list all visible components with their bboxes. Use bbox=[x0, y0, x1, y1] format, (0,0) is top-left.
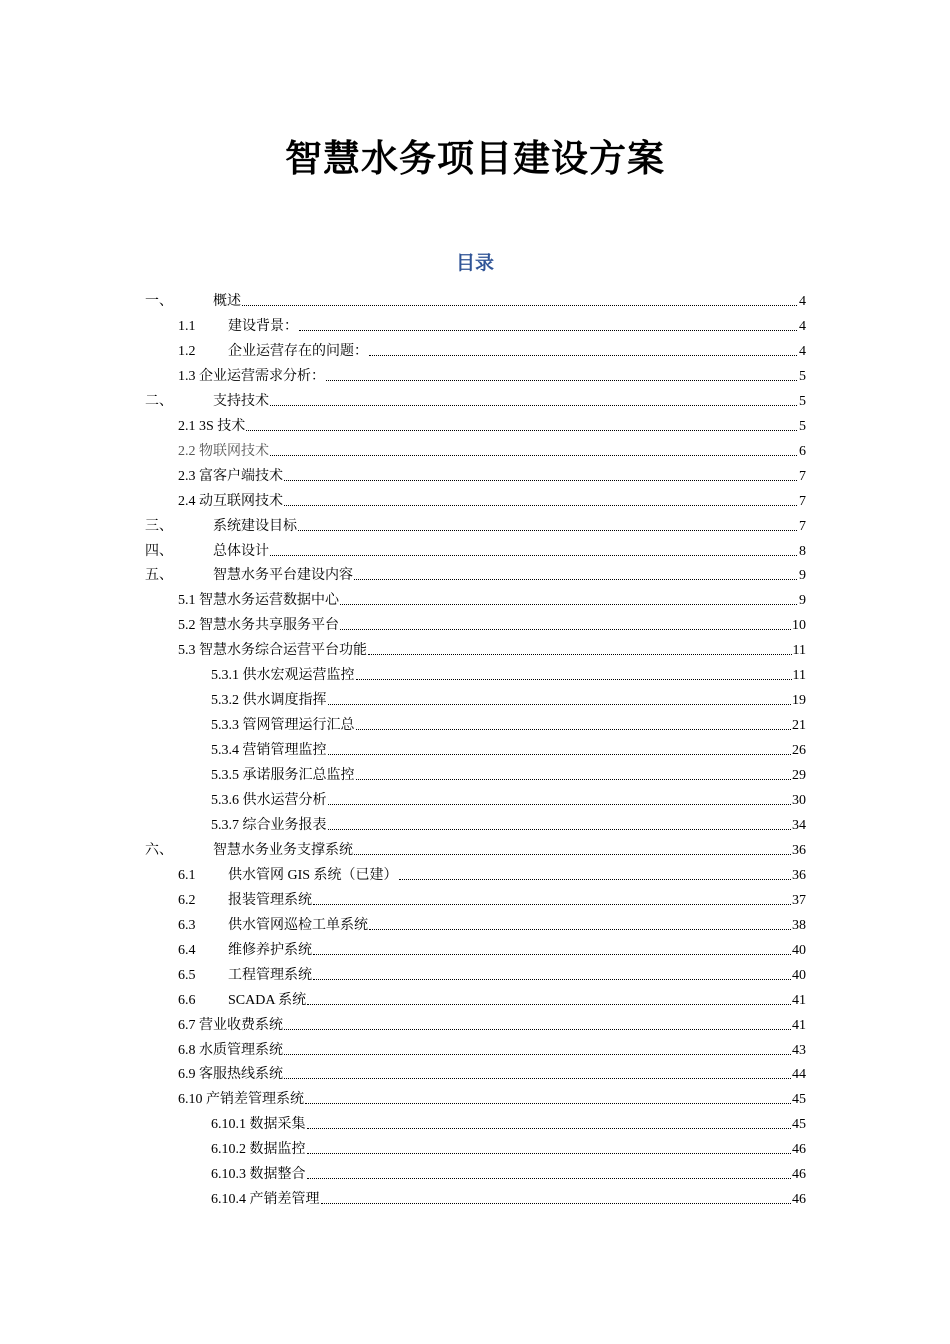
toc-entry[interactable] bbox=[211, 664, 806, 688]
toc-dot-leader bbox=[340, 628, 791, 630]
toc-entry[interactable] bbox=[145, 564, 806, 588]
toc-entry-title: 6.8 水质管理系统 bbox=[178, 1042, 283, 1058]
toc-entry-title: 5.3.3 管网管理运行汇总 bbox=[211, 718, 355, 734]
toc-entry-title: 5.3.5 承诺服务汇总监控 bbox=[211, 768, 355, 784]
toc-entry-title: 智慧水务业务支撑系统 bbox=[213, 842, 353, 858]
toc-entry[interactable] bbox=[178, 490, 806, 514]
toc-page-number: 41 bbox=[792, 1017, 806, 1033]
toc-dot-leader bbox=[340, 603, 797, 605]
toc-entry[interactable] bbox=[178, 440, 806, 464]
toc-page-number: 19 bbox=[792, 693, 806, 709]
toc-page-number: 9 bbox=[799, 593, 806, 609]
toc-page-number: 46 bbox=[792, 1192, 806, 1208]
toc-dot-leader bbox=[328, 753, 792, 755]
toc-dot-leader bbox=[399, 878, 791, 880]
toc-page-number: 26 bbox=[792, 743, 806, 759]
toc-entry-number: 6.6 bbox=[178, 992, 196, 1008]
toc-entry-title: 报装管理系统 bbox=[228, 892, 312, 908]
toc-page-number: 29 bbox=[792, 768, 806, 784]
toc-page-number: 38 bbox=[792, 917, 806, 933]
toc-dot-leader bbox=[270, 454, 797, 456]
toc-entry[interactable] bbox=[178, 1039, 806, 1063]
toc-page-number: 30 bbox=[792, 793, 806, 808]
toc-dot-leader bbox=[326, 379, 797, 381]
toc-entry-title: 6.7 营业收费系统 bbox=[178, 1017, 283, 1033]
toc-entry-title: 供水管网巡检工单系统 bbox=[228, 917, 368, 933]
toc-entry-number: 6.3 bbox=[178, 917, 196, 933]
toc-entry-title: 6.10.3 数据整合 bbox=[211, 1167, 306, 1183]
toc-page-number: 36 bbox=[792, 867, 806, 883]
toc-entry-title: 5.3 智慧水务综合运营平台功能 bbox=[178, 643, 367, 659]
toc-dot-leader bbox=[313, 903, 791, 905]
toc-entry-number: 二、 bbox=[145, 393, 173, 409]
toc-entry-number: 6.4 bbox=[178, 942, 196, 958]
toc-entry[interactable] bbox=[211, 789, 806, 813]
toc-entry[interactable] bbox=[211, 1113, 806, 1137]
toc-entry[interactable] bbox=[178, 914, 806, 938]
toc-page-number: 5 bbox=[799, 368, 806, 384]
toc-entry-number: 1.2 bbox=[178, 343, 196, 359]
toc-entry-number: 六、 bbox=[145, 842, 173, 858]
toc-entry-number: 一、 bbox=[145, 294, 173, 309]
toc-page-number: 46 bbox=[792, 1167, 806, 1183]
toc-entry-title: 总体设计 bbox=[213, 543, 269, 559]
toc-entry-title: 建设背景： bbox=[228, 318, 298, 334]
toc-dot-leader bbox=[369, 928, 791, 930]
toc-entry-title: 2.1 3S 技术 bbox=[178, 418, 246, 434]
toc-entry-title: 6.9 客服热线系统 bbox=[178, 1067, 283, 1083]
toc-page-number: 8 bbox=[799, 543, 806, 559]
toc-entry-title: 工程管理系统 bbox=[228, 967, 312, 983]
toc-entry-title: 5.3.2 供水调度指挥 bbox=[211, 693, 327, 709]
toc-dot-leader bbox=[307, 1127, 792, 1129]
toc-entry-title: 5.3.1 供水宏观运营监控 bbox=[211, 668, 355, 684]
toc-dot-leader bbox=[307, 1152, 792, 1154]
toc-entry[interactable] bbox=[178, 315, 806, 339]
toc-dot-leader bbox=[368, 653, 792, 655]
toc-entry-title: 2.3 富客户端技术 bbox=[178, 468, 283, 484]
toc-page-number: 5 bbox=[799, 393, 806, 409]
toc-entry[interactable] bbox=[178, 340, 806, 364]
toc-page-number: 45 bbox=[792, 1092, 806, 1108]
toc-entry-title: 5.3.6 供水运营分析 bbox=[211, 793, 327, 808]
toc-page-number: 40 bbox=[792, 942, 806, 958]
toc-dot-leader bbox=[284, 1053, 791, 1055]
toc-entry[interactable] bbox=[145, 390, 806, 414]
toc-entry-title: 智慧水务平台建设内容 bbox=[213, 568, 353, 584]
toc-entry-number: 五、 bbox=[145, 568, 173, 584]
toc-entry[interactable] bbox=[211, 1138, 806, 1162]
toc-dot-leader bbox=[305, 1102, 791, 1104]
toc-dot-leader bbox=[270, 554, 797, 556]
toc-entry-title: SCADA 系统 bbox=[228, 992, 307, 1008]
toc-page-number: 7 bbox=[799, 518, 806, 534]
toc-entry-title: 6.10.2 数据监控 bbox=[211, 1142, 306, 1158]
toc-entry-number: 6.2 bbox=[178, 892, 196, 908]
toc-entry[interactable] bbox=[211, 1188, 806, 1212]
toc-heading: 目录 bbox=[455, 252, 494, 274]
toc-entry-title: 供水管网 GIS 系统（已建） bbox=[228, 867, 398, 883]
toc-page-number: 5 bbox=[799, 418, 806, 434]
toc-dot-leader bbox=[284, 1077, 791, 1079]
toc-entry[interactable] bbox=[178, 614, 806, 638]
toc-entry[interactable] bbox=[145, 290, 806, 314]
toc-dot-leader bbox=[284, 1028, 791, 1030]
toc-page-number: 4 bbox=[799, 318, 806, 334]
toc-dot-leader bbox=[284, 479, 797, 481]
toc-page-number: 34 bbox=[792, 817, 806, 833]
toc-page-number: 10 bbox=[792, 618, 806, 634]
toc-entry[interactable] bbox=[178, 889, 806, 913]
toc-entry[interactable] bbox=[178, 365, 806, 389]
toc-entry-number: 1.1 bbox=[178, 318, 196, 334]
toc-page-number: 21 bbox=[792, 718, 806, 734]
toc-entry-title: 支持技术 bbox=[213, 393, 269, 409]
toc-page-number: 36 bbox=[792, 842, 806, 858]
toc-dot-leader bbox=[356, 778, 792, 780]
toc-entry[interactable] bbox=[178, 639, 806, 663]
toc-entry-title: 5.3.7 综合业务报表 bbox=[211, 817, 327, 833]
toc-page-number: 11 bbox=[792, 643, 806, 659]
toc-dot-leader bbox=[246, 429, 797, 431]
toc-dot-leader bbox=[270, 404, 797, 406]
toc-dot-leader bbox=[242, 304, 797, 306]
toc-dot-leader bbox=[328, 828, 792, 830]
toc-entry-number: 三、 bbox=[145, 518, 173, 534]
toc-entry[interactable] bbox=[178, 864, 806, 888]
toc-dot-leader bbox=[356, 678, 792, 680]
toc-entry-title: 6.10.4 产销差管理 bbox=[211, 1192, 320, 1208]
toc-dot-leader bbox=[354, 853, 791, 855]
toc-entry[interactable] bbox=[178, 964, 806, 988]
toc-dot-leader bbox=[313, 953, 791, 955]
toc-entry-title: 概述 bbox=[213, 294, 241, 309]
toc-entry[interactable] bbox=[178, 1014, 806, 1038]
toc-page-number: 7 bbox=[799, 468, 806, 484]
toc-entry[interactable] bbox=[178, 1063, 806, 1087]
toc-page-number: 37 bbox=[792, 892, 806, 908]
toc-entry-title: 5.3.4 营销管理监控 bbox=[211, 743, 327, 759]
toc-page-number: 45 bbox=[792, 1117, 806, 1133]
toc-entry[interactable] bbox=[178, 1088, 806, 1112]
toc-page-number: 4 bbox=[799, 294, 806, 309]
toc-dot-leader bbox=[354, 578, 797, 580]
toc-entry[interactable] bbox=[145, 515, 806, 539]
toc-entry[interactable] bbox=[178, 415, 806, 439]
toc-entry-title: 1.3 企业运营需求分析： bbox=[178, 368, 325, 384]
toc-entry[interactable] bbox=[178, 465, 806, 489]
toc-dot-leader bbox=[313, 978, 791, 980]
toc-entry-title: 5.1 智慧水务运营数据中心 bbox=[178, 593, 339, 609]
toc-dot-leader bbox=[299, 329, 797, 331]
toc-entry[interactable] bbox=[145, 839, 806, 863]
toc-dot-leader bbox=[307, 1177, 792, 1179]
toc-entry-title: 5.2 智慧水务共享服务平台 bbox=[178, 618, 339, 634]
toc-page-number: 7 bbox=[799, 493, 806, 509]
toc-entry[interactable] bbox=[145, 540, 806, 564]
toc-entry[interactable] bbox=[178, 989, 806, 1013]
toc-entry[interactable] bbox=[211, 764, 806, 788]
toc-dot-leader bbox=[307, 1003, 791, 1005]
toc-entry-title: 维修养护系统 bbox=[228, 942, 312, 958]
toc-page-number: 44 bbox=[792, 1067, 806, 1083]
toc-dot-leader bbox=[321, 1202, 792, 1204]
toc-dot-leader bbox=[356, 728, 792, 730]
toc-page-number: 40 bbox=[792, 967, 806, 983]
toc-entry[interactable] bbox=[211, 739, 806, 763]
toc-page-number: 46 bbox=[792, 1142, 806, 1158]
toc-page-number: 6 bbox=[799, 443, 806, 459]
toc-entry-title: 6.10 产销差管理系统 bbox=[178, 1092, 304, 1108]
toc-entry-number: 6.1 bbox=[178, 867, 196, 883]
document-title: 智慧水务项目建设方案 bbox=[285, 137, 665, 180]
toc-entry[interactable] bbox=[211, 814, 806, 838]
toc-entry[interactable] bbox=[178, 939, 806, 963]
toc-entry-title: 6.10.1 数据采集 bbox=[211, 1117, 306, 1133]
toc-page-number: 43 bbox=[792, 1042, 806, 1058]
toc-dot-leader bbox=[328, 703, 792, 705]
toc-dot-leader bbox=[369, 354, 797, 356]
toc-entry[interactable] bbox=[211, 1163, 806, 1187]
toc-page-number: 11 bbox=[792, 668, 806, 684]
toc-page-number: 4 bbox=[799, 343, 806, 359]
toc-entry-number: 6.5 bbox=[178, 967, 196, 983]
toc-entry[interactable] bbox=[211, 714, 806, 738]
toc-dot-leader bbox=[298, 529, 797, 531]
toc-entry[interactable] bbox=[178, 589, 806, 613]
toc-entry[interactable] bbox=[211, 689, 806, 713]
toc-entry-title: 系统建设目标 bbox=[213, 518, 297, 534]
toc-page-number: 41 bbox=[792, 992, 806, 1008]
toc-entry-title: 2.4 动互联网技术 bbox=[178, 493, 283, 509]
toc-dot-leader bbox=[284, 504, 797, 506]
toc-entry-title: 2.2 物联网技术 bbox=[178, 443, 269, 459]
toc-page-number: 9 bbox=[799, 568, 806, 584]
toc-dot-leader bbox=[328, 803, 792, 805]
toc-entry-number: 四、 bbox=[145, 543, 173, 559]
toc-entry-title: 企业运营存在的问题： bbox=[228, 343, 368, 359]
